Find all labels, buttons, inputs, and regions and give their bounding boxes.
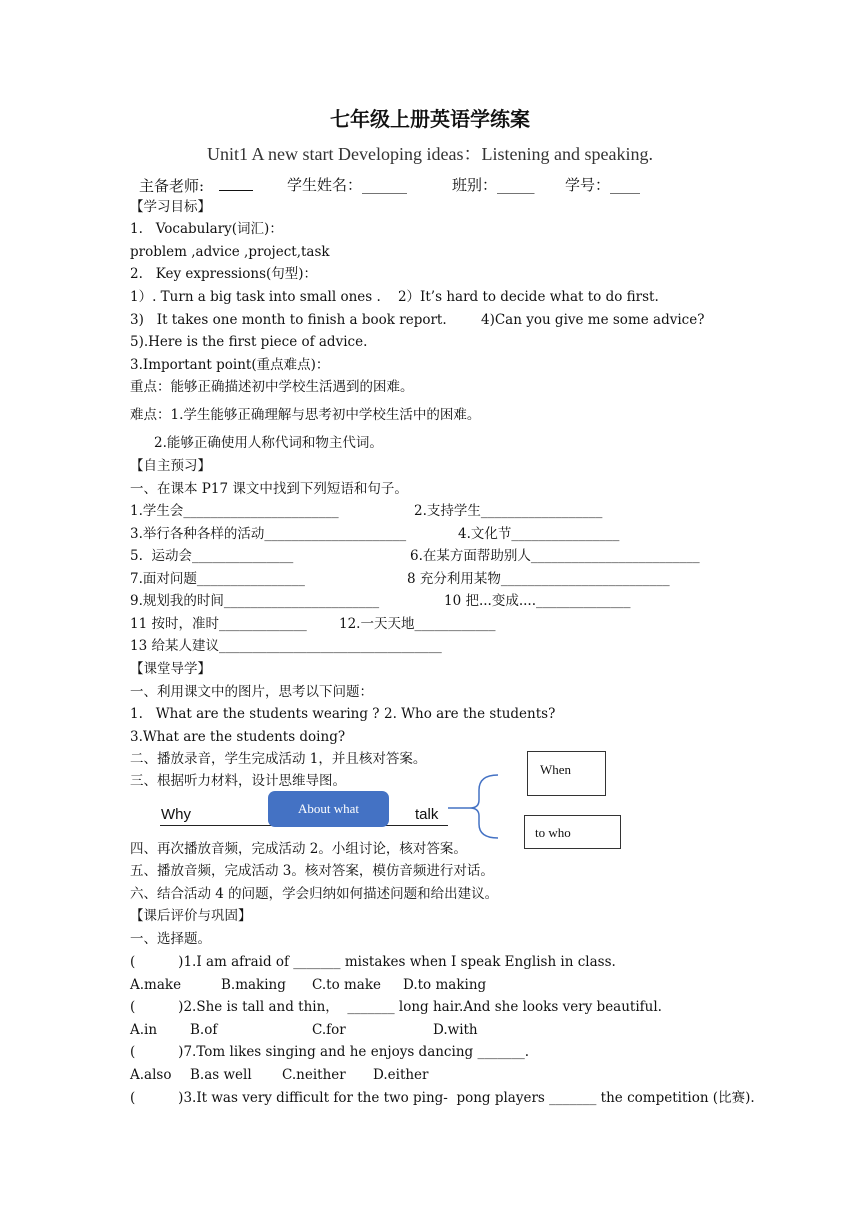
- option: C.neither: [282, 1067, 346, 1083]
- preview-heading: 【自主预习】: [130, 458, 211, 474]
- phrase-item: 12.一天天地____________: [339, 616, 496, 632]
- option: D.either: [373, 1067, 429, 1083]
- mindmap-when-box: [527, 751, 606, 796]
- question-stem: ( )3.It was very difficult for the two ping- pong players _______ the competition (比赛).: [130, 1090, 755, 1106]
- phrase-item: 5. 运动会_______________: [130, 548, 294, 564]
- mindmap-brace: [446, 772, 506, 840]
- option: D.to making: [403, 977, 487, 993]
- vocab-title: 1. Vocabulary(词汇)：: [130, 221, 283, 237]
- page-title: 七年级上册英语学练案: [330, 107, 530, 131]
- difficult-point: 难点：1.学生能够正确理解与思考初中学校生活中的困难。: [130, 407, 481, 423]
- vocab-words: problem ,advice ,project,task: [130, 244, 330, 260]
- expression-line: 3) It takes one month to finish a book report. 4)Can you give me some advice?: [130, 312, 705, 328]
- mindmap-about-what: About what: [268, 791, 389, 827]
- phrase-item: 9.规划我的时间_______________________: [130, 593, 380, 609]
- classroom-step: 六、结合活动 4 的问题，学会归纳如何描述问题和给出建议。: [130, 886, 499, 902]
- option: C.for: [312, 1022, 346, 1038]
- expressions-title: 2. Key expressions(句型)：: [130, 266, 318, 282]
- phrase-item: 3.举行各种各样的活动_____________________: [130, 526, 407, 542]
- mindmap-to-who: to who: [535, 825, 571, 840]
- option: B.making: [221, 977, 286, 993]
- mindmap-why: Why: [161, 806, 191, 823]
- option: B.as well: [190, 1067, 252, 1083]
- phrase-item: 13 给某人建议_________________________________: [130, 638, 442, 654]
- question: 2. Who are the students?: [384, 706, 556, 722]
- phrase-item: 2.支持学生__________________: [414, 503, 603, 519]
- mindmap-to-who-box: [524, 815, 621, 849]
- question-stem: ( )1.I am afraid of _______ mistakes when I speak English in class.: [130, 954, 616, 970]
- phrase-item: 7.面对问题________________: [130, 571, 305, 587]
- teacher-label: 主备老师:: [139, 176, 253, 195]
- classroom-step: 三、根据听力材料，设计思维导图。: [130, 773, 346, 789]
- question: 1. What are the students wearing ?: [130, 706, 380, 722]
- page-subtitle: Unit1 A new start Developing ideas：Listening and speaking.: [207, 144, 653, 164]
- phrase-item: 11 按时，准时_____________: [130, 616, 307, 632]
- important-title: 3.Important point(重点难点)：: [130, 357, 330, 373]
- phrase-item: 6.在某方面帮助别人_________________________: [410, 548, 700, 564]
- phrase-item: 4.文化节________________: [458, 526, 620, 542]
- question-stem: ( )7.Tom likes singing and he enjoys dancing _______.: [130, 1044, 529, 1060]
- option: D.with: [433, 1022, 478, 1038]
- option: A.in: [130, 1022, 158, 1038]
- question: 3.What are the students doing?: [130, 729, 346, 745]
- key-point: 重点：能够正确描述初中学校生活遇到的困难。: [130, 379, 414, 395]
- option: A.make: [130, 977, 182, 993]
- preview-intro: 一、在课本 P17 课文中找到下列短语和句子。: [130, 481, 408, 497]
- question-stem: ( )2.She is tall and thin， _______ long hair.And she looks very beautiful.: [130, 999, 662, 1015]
- classroom-step: 五、播放音频，完成活动 3。核对答案，模仿音频进行对话。: [130, 863, 494, 879]
- review-heading: 【课后评价与巩固】: [130, 908, 252, 924]
- student-number-field: 学号：____: [565, 176, 641, 194]
- classroom-step: 四、再次播放音频，完成活动 2。小组讨论，核对答案。: [130, 841, 467, 857]
- class-field: 班别：_____: [452, 176, 535, 194]
- review-section: 一、选择题。: [130, 931, 211, 947]
- goals-heading: 【学习目标】: [130, 199, 211, 215]
- phrase-item: 8 充分利用某物_________________________: [407, 571, 670, 587]
- expression-line: 5).Here is the first piece of advice.: [130, 334, 368, 350]
- classroom-step: 二、播放录音，学生完成活动 1，并且核对答案。: [130, 751, 427, 767]
- phrase-item: 1.学生会_______________________: [130, 503, 339, 519]
- option: A.also: [130, 1067, 172, 1083]
- classroom-heading: 【课堂导学】: [130, 661, 211, 677]
- phrase-item: 10 把...变成....______________: [444, 593, 631, 609]
- option: C.to make: [312, 977, 382, 993]
- option: B.of: [190, 1022, 218, 1038]
- difficult-point: 2.能够正确使用人称代词和物主代词。: [154, 435, 383, 451]
- classroom-step: 一、利用课文中的图片，思考以下问题：: [130, 684, 373, 700]
- expression-line: 1）. Turn a big task into small ones . 2）It’s hard to decide what to do first.: [130, 289, 659, 305]
- mindmap-talk: talk: [415, 806, 439, 823]
- mindmap-when: When: [540, 762, 572, 777]
- student-name-field: 学生姓名：______: [287, 176, 408, 194]
